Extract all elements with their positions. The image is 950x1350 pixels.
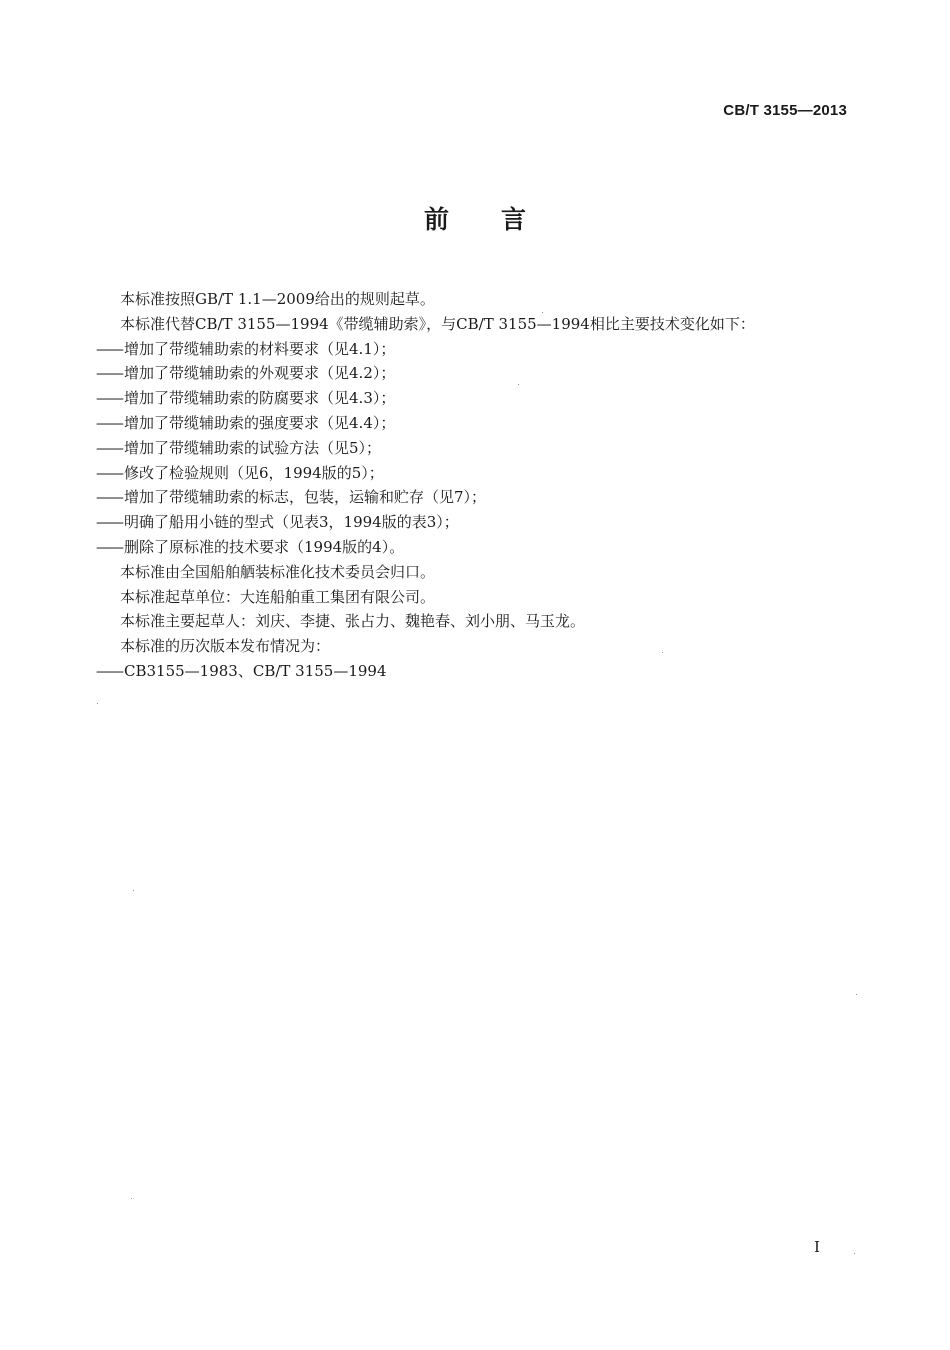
paragraph-replacement: 本标准代替CB/T 3155—1994《带缆辅助索》，与CB/T 3155—1994相比主要技术变化如下： [120,314,755,333]
list-item [96,485,856,510]
dash-marker: —— [96,339,122,358]
list-item [96,361,856,386]
list-item [96,337,856,362]
list-item-text: 修改了检验规则（见6，1994版的5）； [124,463,384,482]
foreword-body [96,287,856,684]
list-item [96,411,856,436]
list-item [96,461,856,486]
list-item [96,659,856,684]
dash-marker: —— [96,661,122,680]
scan-speck [97,703,98,704]
paragraph-committee: 本标准由全国船舶舾装标准化技术委员会归口。 [120,562,436,581]
list-item-text: 增加了带缆辅助索的试验方法（见5）； [124,438,382,457]
list-item-text: 增加了带缆辅助索的外观要求（见4.2）； [124,364,396,383]
list-item-text: 增加了带缆辅助索的材料要求（见4.1）； [124,339,396,358]
list-item-text: 增加了带缆辅助索的标志，包装，运输和贮存（见7）； [124,488,487,507]
list-item-text: 增加了带缆辅助索的防腐要求（见4.3）； [124,389,396,408]
standard-code: CB/T 3155—2013 [723,102,847,119]
page-number: I [814,1238,820,1256]
scan-speck [542,312,543,313]
list-item-text: 删除了原标准的技术要求（1994版的4）。 [124,537,405,556]
paragraph-drafters: 本标准主要起草人：刘庆、李捷、张占力、魏艳春、刘小朋、马玉龙。 [120,612,586,631]
list-item [96,386,856,411]
scan-speck [518,384,519,385]
scan-speck [854,1253,855,1254]
page-title: 前言 [423,205,578,234]
dash-marker: —— [96,463,122,482]
list-item [96,535,856,560]
scan-speck [856,994,857,995]
list-item [96,436,856,461]
list-item-text: CB3155—1983、CB/T 3155—1994 [124,661,387,680]
scan-speck [662,652,663,653]
list-item-text: 明确了船用小链的型式（见表3，1994版的表3）； [124,513,459,532]
paragraph-history: 本标准的历次版本发布情况为： [120,637,331,656]
paragraph-drafting-rules: 本标准按照GB/T 1.1—2009给出的规则起草。 [120,290,435,308]
dash-marker: —— [96,389,122,408]
list-item-text: 增加了带缆辅助索的强度要求（见4.4）； [124,413,396,432]
dash-marker: —— [96,364,122,383]
paragraph-drafting-unit: 本标准起草单位：大连船舶重工集团有限公司。 [120,587,436,606]
scan-speck [131,1198,132,1199]
scan-speck [133,890,134,891]
dash-marker: —— [96,513,122,532]
dash-marker: —— [96,537,122,556]
dash-marker: —— [96,488,122,507]
dash-marker: —— [96,413,122,432]
list-item [96,510,856,535]
dash-marker: —— [96,438,122,457]
